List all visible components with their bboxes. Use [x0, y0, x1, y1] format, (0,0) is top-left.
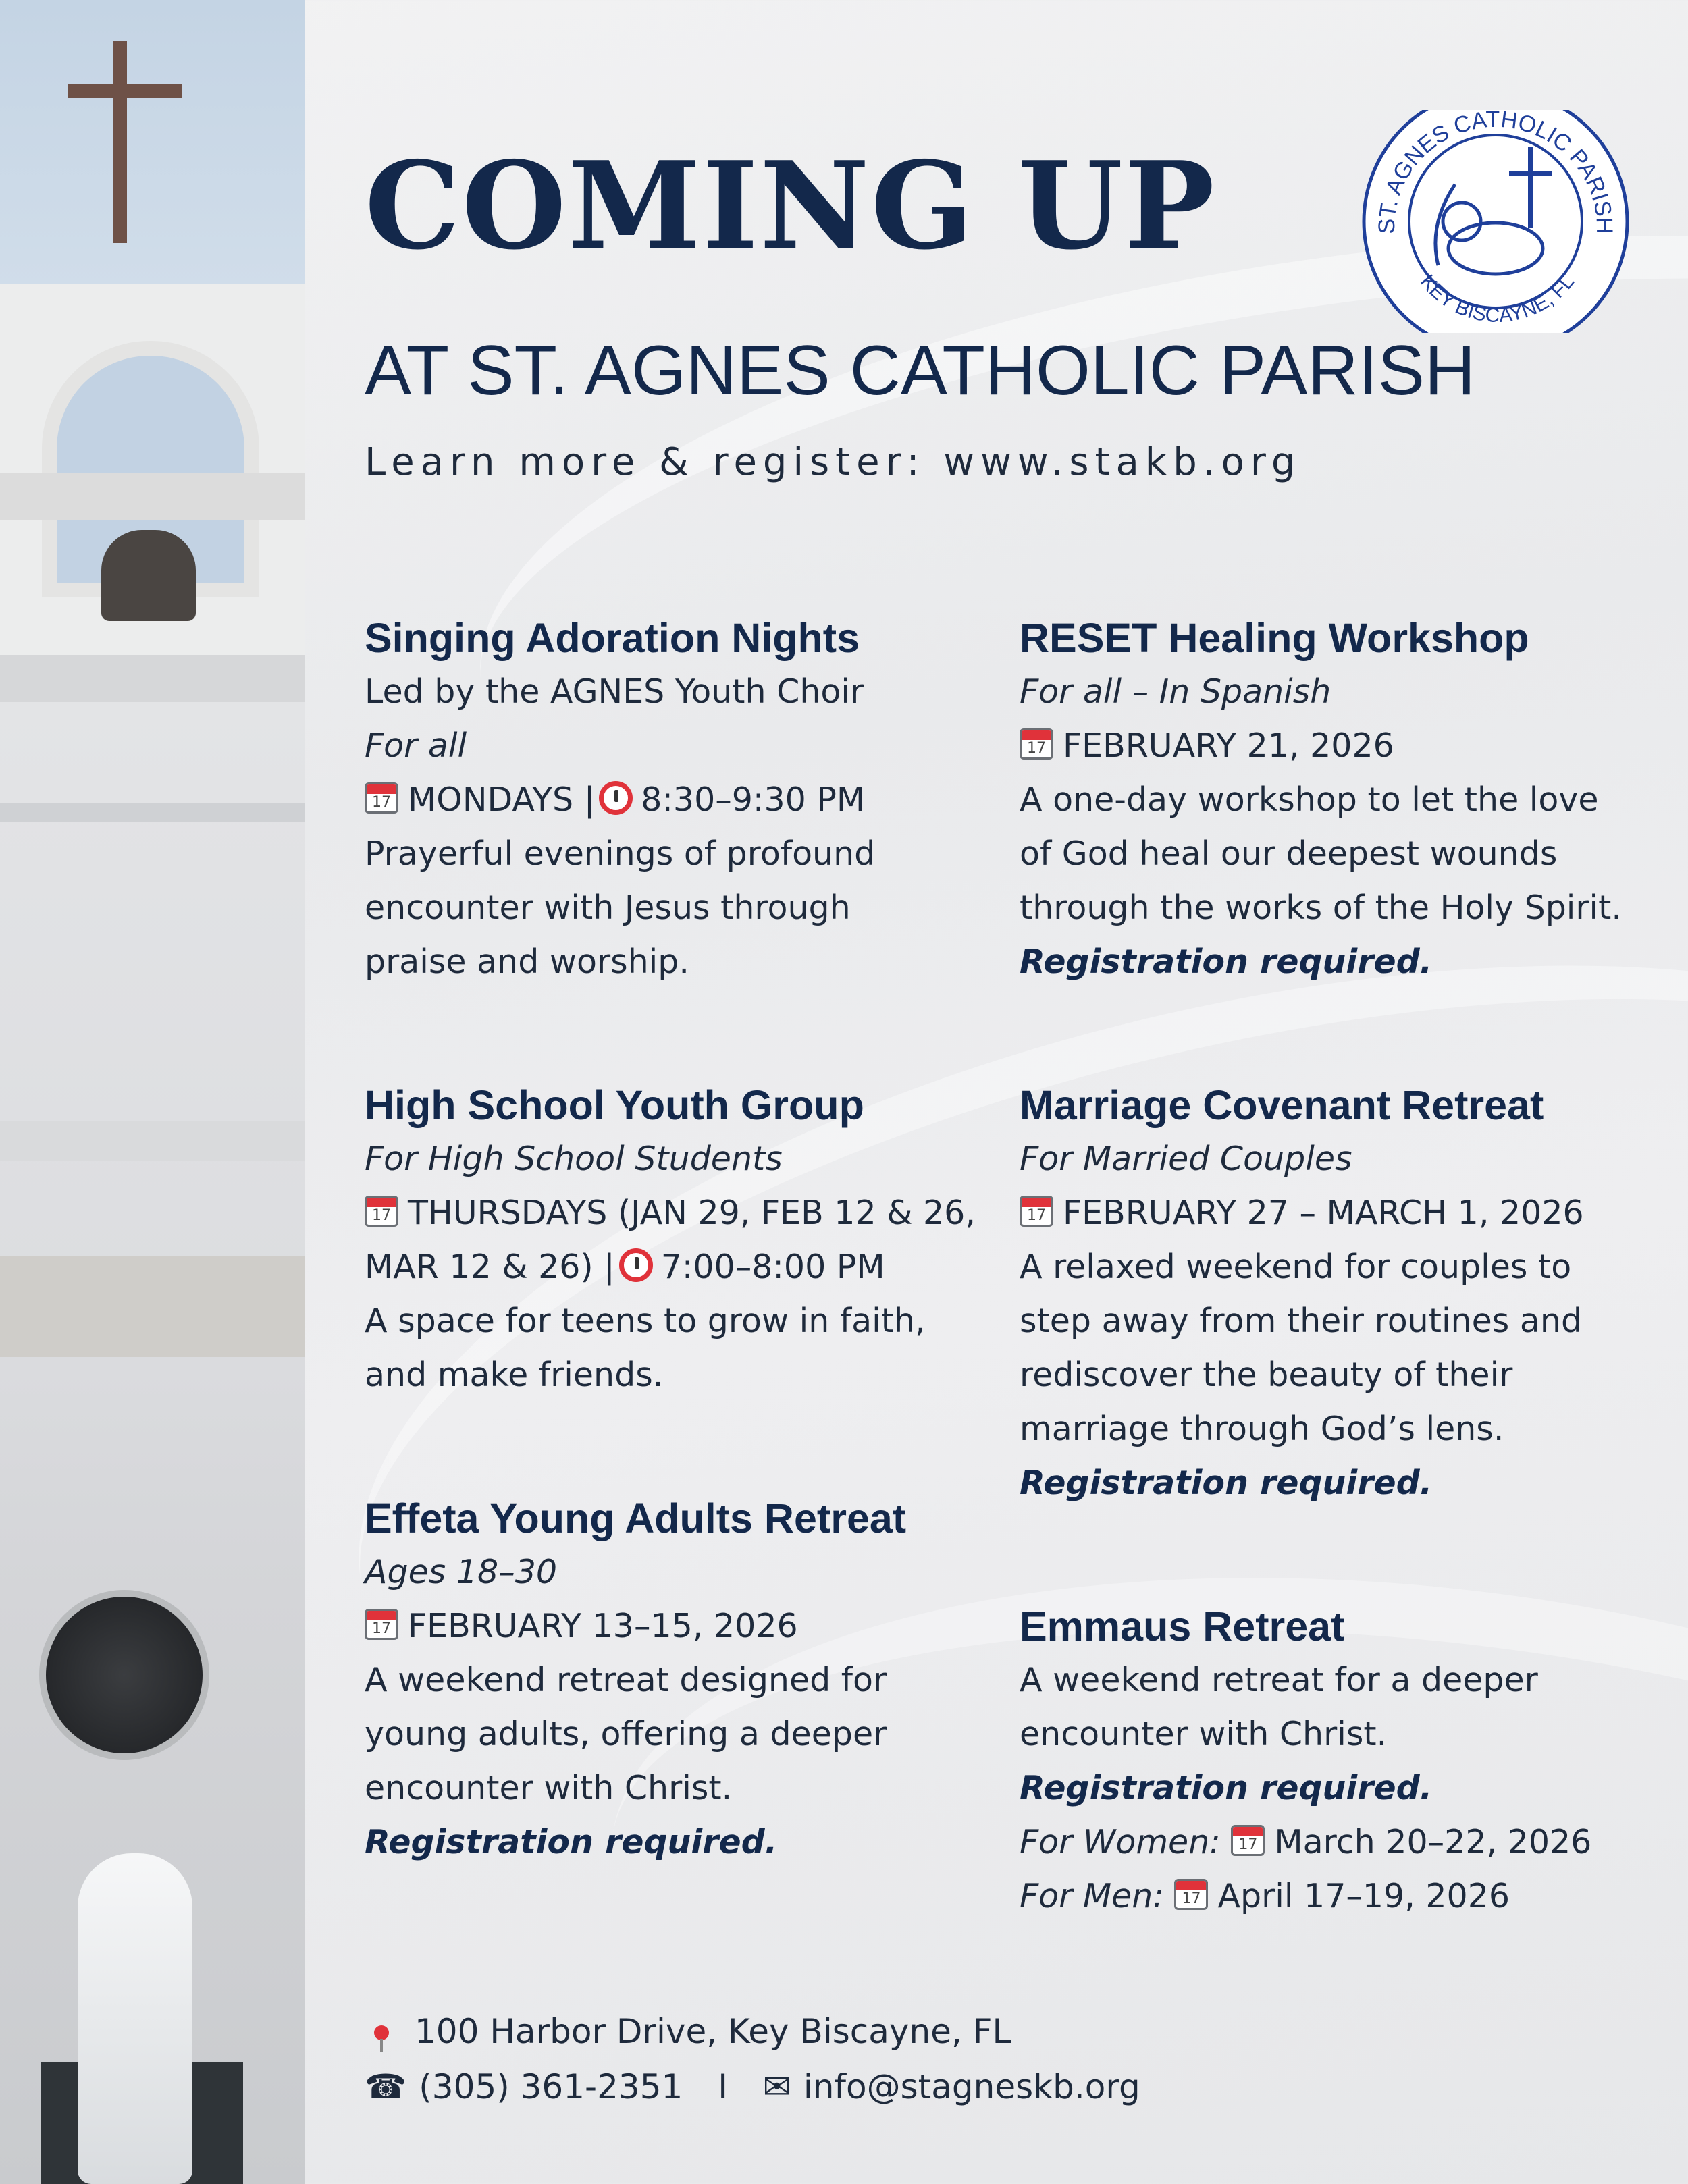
event-schedule: 17THURSDAYS (JAN 29, FEB 12 & 26, — [365, 1186, 999, 1240]
footer-address: 100 Harbor Drive, Key Biscayne, FL — [365, 2012, 1242, 2051]
event-reset-healing — [1020, 611, 1654, 989]
cross-icon — [68, 41, 189, 243]
event-marriage-covenant — [1020, 1078, 1654, 1510]
calendar-icon — [1020, 1196, 1053, 1227]
event-audience: For all — [365, 726, 467, 765]
registration-note: Registration required. — [365, 1823, 778, 1861]
separator: I — [718, 2067, 729, 2106]
calendar-icon — [1020, 728, 1053, 760]
event-title: Marriage Covenant Retreat — [1020, 1082, 1544, 1128]
event-subtitle: Led by the AGNES Youth Choir — [365, 672, 864, 711]
registration-note: Registration required. — [1020, 1464, 1433, 1502]
clock-icon — [599, 781, 633, 815]
phone-number[interactable]: (305) 361-2351 — [419, 2067, 683, 2106]
page-subtitle: AT ST. AGNES CATHOLIC PARISH — [365, 331, 1476, 410]
calendar-icon — [1231, 1825, 1265, 1856]
event-description: A relaxed weekend for couples to — [1020, 1248, 1572, 1286]
mail-icon: ✉ — [762, 2067, 791, 2106]
statue — [78, 1853, 192, 2184]
events-left-column — [365, 611, 999, 1959]
registration-note: Registration required. — [1020, 1769, 1433, 1807]
clock-icon — [619, 1248, 653, 1282]
event-description: Prayerful evenings of profound — [365, 834, 876, 873]
event-title: High School Youth Group — [365, 1082, 864, 1128]
event-audience: For all – In Spanish — [1020, 672, 1331, 711]
facade-band — [0, 803, 305, 822]
event-description: young adults, offering a deeper — [365, 1715, 887, 1753]
event-description: step away from their routines and — [1020, 1302, 1583, 1340]
page-title: COMING UP — [365, 135, 1216, 276]
event-description: rediscover the beauty of their — [1020, 1356, 1513, 1394]
event-title: RESET Healing Workshop — [1020, 615, 1529, 661]
event-description: through the works of the Holy Spirit. — [1020, 888, 1622, 927]
event-description: and make friends. — [365, 1356, 664, 1394]
event-audience: For Married Couples — [1020, 1140, 1352, 1178]
event-description: encounter with Jesus through — [365, 888, 851, 927]
phone-icon: ☎ — [365, 2067, 407, 2106]
facade-band — [0, 1121, 305, 1161]
calendar-icon — [365, 1196, 398, 1227]
event-date: 17FEBRUARY 21, 2026 — [1020, 719, 1654, 773]
church-photo — [0, 0, 305, 2184]
event-description: A weekend retreat for a deeper — [1020, 1661, 1538, 1699]
event-description: of God heal our deepest wounds — [1020, 834, 1558, 873]
event-date: 17FEBRUARY 13–15, 2026 — [365, 1599, 999, 1653]
bell-icon — [101, 530, 196, 621]
rose-window — [39, 1590, 209, 1760]
registration-note: Registration required. — [1020, 942, 1433, 981]
event-schedule: 17MONDAYS | 8:30–9:30 PM — [365, 773, 999, 827]
calendar-icon — [365, 782, 398, 814]
event-audience: Ages 18–30 — [365, 1553, 558, 1591]
event-title: Emmaus Retreat — [1020, 1603, 1345, 1649]
event-emmaus-retreat — [1020, 1599, 1654, 1923]
event-date-women: For Women: 17 March 20–22, 2026 — [1020, 1815, 1654, 1869]
event-singing-adoration — [365, 611, 999, 989]
event-effeta-retreat — [365, 1491, 999, 1869]
event-schedule: MAR 12 & 26) | 7:00–8:00 PM — [365, 1248, 885, 1286]
website-tagline: Learn more & register: www.stakb.org — [365, 440, 1302, 484]
beam — [0, 473, 305, 520]
calendar-icon — [1174, 1879, 1208, 1910]
email-address[interactable]: info@stagneskb.org — [803, 2067, 1140, 2106]
lintel — [0, 655, 305, 702]
event-description: encounter with Christ. — [1020, 1715, 1388, 1753]
event-description: praise and worship. — [365, 942, 689, 981]
event-audience: For High School Students — [365, 1140, 783, 1178]
event-title: Effeta Young Adults Retreat — [365, 1495, 907, 1541]
event-title: Singing Adoration Nights — [365, 615, 860, 661]
event-date-men: For Men: 17 April 17–19, 2026 — [1020, 1869, 1654, 1923]
event-description: encounter with Christ. — [365, 1769, 733, 1807]
location-pin-icon — [374, 2025, 389, 2040]
parish-seal — [1354, 110, 1637, 333]
event-high-school-youth — [365, 1078, 999, 1402]
seal-top-text: ST. AGNES CATHOLIC PARISH — [1373, 110, 1618, 234]
event-description: A weekend retreat designed for — [365, 1661, 887, 1699]
facade-band — [0, 1256, 305, 1357]
event-description: A space for teens to grow in faith, — [365, 1302, 926, 1340]
event-description: A one-day workshop to let the love — [1020, 780, 1599, 819]
event-description: marriage through God’s lens. — [1020, 1410, 1504, 1448]
events-right-column — [1020, 611, 1654, 2013]
seal-bottom-text: KEY BISCAYNE, FL — [1415, 270, 1579, 327]
footer-contact — [365, 2067, 1242, 2106]
event-date: 17FEBRUARY 27 – MARCH 1, 2026 — [1020, 1186, 1654, 1240]
calendar-icon — [365, 1609, 398, 1640]
